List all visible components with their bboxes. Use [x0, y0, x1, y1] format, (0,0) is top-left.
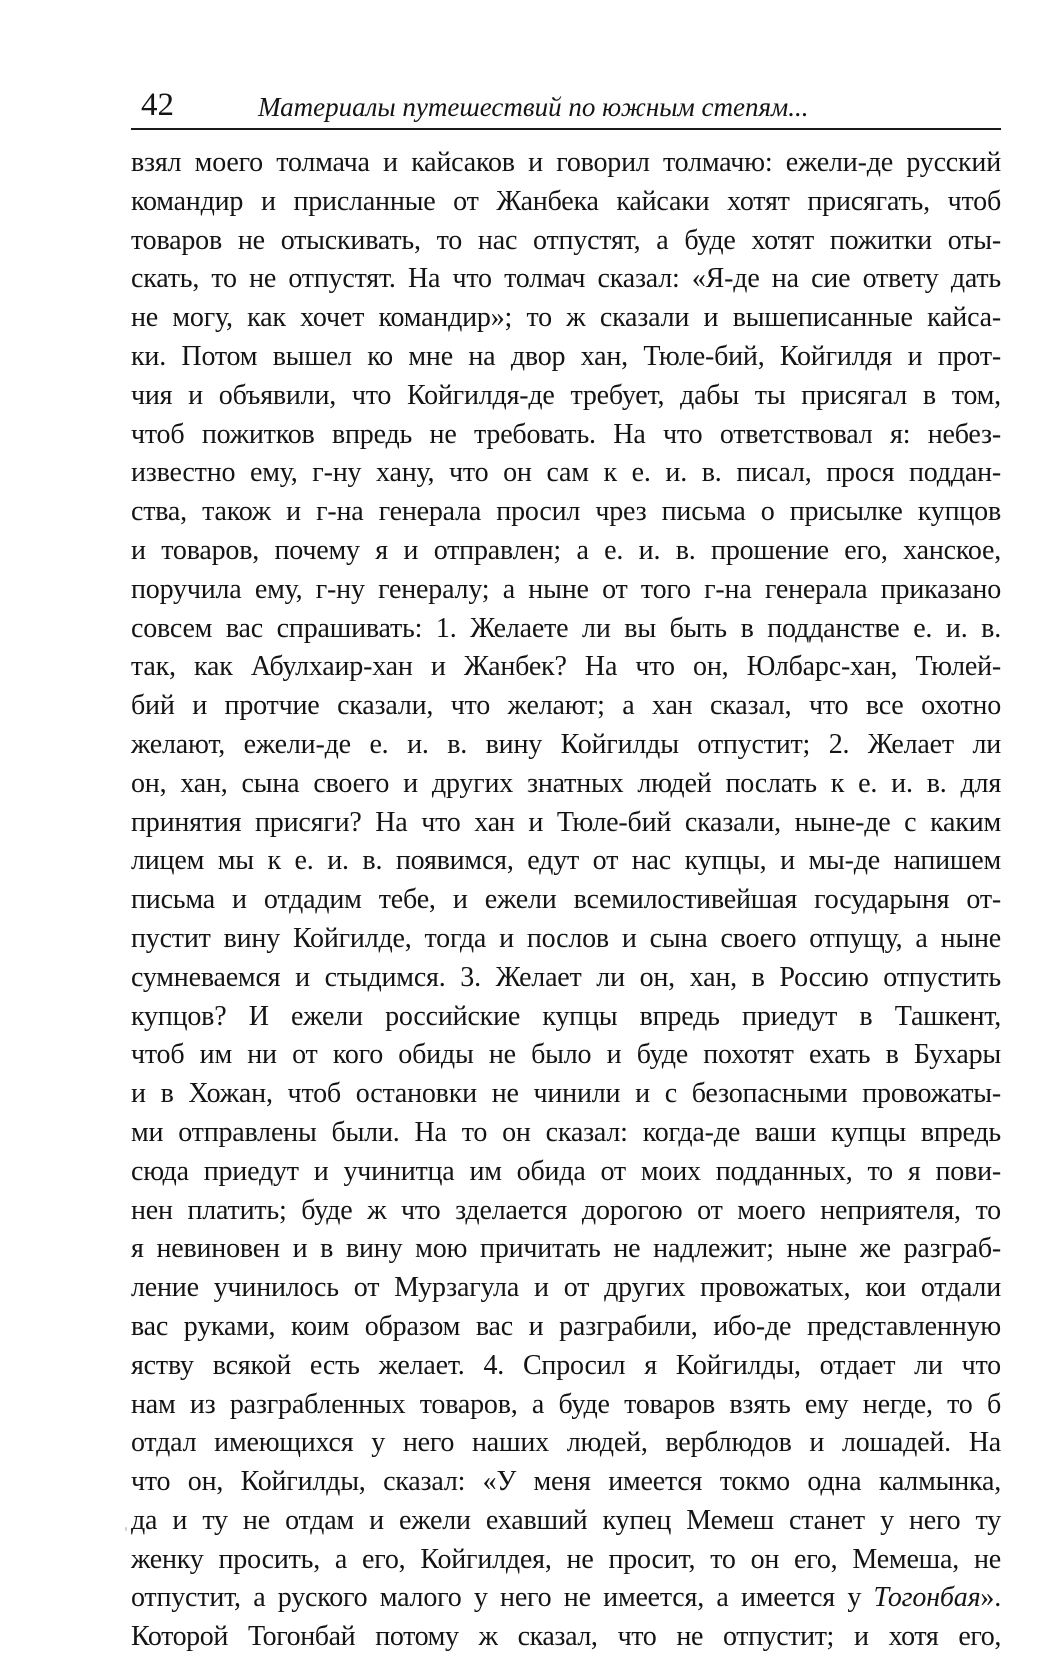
text-line: купцов? И ежели российские купцы впредь приедут в Ташкент,	[131, 1000, 1001, 1032]
text-line: что он, Койгилды, сказал: «У меня имеется токмо одна калмынка,	[131, 1466, 1001, 1498]
text-line: известно ему, г-ну хану, что он сам к е. и. в. писал, прося поддан-	[131, 457, 1001, 489]
text-line: вас руками, коим образом вас и разграбили, ибо-де представленную	[131, 1310, 1001, 1342]
text-line: ление учинилось от Мурзагула и от других провожатых, кои отдали	[131, 1272, 1001, 1304]
text-line: лицем мы к е. и. в. появимся, едут от нас купцы, и мы-де напишем	[131, 845, 1001, 877]
text-line: и в Хожан, чтоб остановки не чинили и с безопасными провожаты-	[131, 1078, 1001, 1110]
text-line: Которой Тогонбай потому ж сказал, что не отпустит; и хотя его,	[131, 1621, 1001, 1653]
text-segment: ».	[980, 1582, 1001, 1614]
text-line: так, как Абулхаир-хан и Жанбек? На что он, Юлбарс-хан, Тюлей-	[131, 651, 1001, 683]
text-line: письма и отдадим тебе, и ежели всемилостивейшая государыня от-	[131, 884, 1001, 916]
text-line: женку просить, а его, Койгилдея, не просит, то он его, Мемеша, не	[131, 1543, 1001, 1575]
text-line: и товаров, почему я и отправлен; а е. и. в. прошение его, ханское,	[131, 534, 1001, 566]
body-text	[131, 144, 1001, 1657]
text-line: ки. Потом вышел ко мне на двор хан, Тюле-бий, Койгилдя и прот-	[131, 340, 1001, 372]
text-line-with-italic	[131, 1579, 1001, 1618]
text-line: чтоб пожитков впредь не требовать. На что ответствовал я: небез-	[131, 418, 1001, 450]
text-line: скать, то не отпустят. На что толмач сказал: «Я-де на сие ответу дать	[131, 263, 1001, 295]
text-line: командир и присланные от Жанбека кайсаки хотят присягать, чтоб	[131, 185, 1001, 217]
text-line: товаров не отыскивать, то нас отпустят, а буде хотят пожитки оты-	[131, 224, 1001, 256]
text-line: сюда приедут и учинитца им обида от моих подданных, то я пови-	[131, 1155, 1001, 1187]
text-line: отдал имеющихся у него наших людей, верблюдов и лошадей. На	[131, 1427, 1001, 1459]
text-line: бий и протчие сказали, что желают; а хан сказал, что все охотно	[131, 690, 1001, 722]
scan-speck	[125, 1527, 127, 1531]
text-line: принятия присяги? На что хан и Тюле-бий сказали, ныне-де с каким	[131, 806, 1001, 838]
text-line: да и ту не отдам и ежели ехавший купец Мемеш станет у него ту	[131, 1504, 1001, 1536]
text-line: чтоб им ни от кого обиды не было и буде похотят ехать в Бухары	[131, 1039, 1001, 1071]
page-number: 42	[141, 87, 174, 123]
text-line: чия и объявили, что Койгилдя-де требует, дабы ты присягал в том,	[131, 379, 1001, 411]
text-line: взял моего толмача и кайсаков и говорил толмачю: ежели-де русский	[131, 147, 1001, 178]
text-line: я невиновен и в вину мою причитать не надлежит; ныне же разграб-	[131, 1233, 1001, 1265]
italic-name: Тогонбая	[873, 1582, 981, 1614]
text-line: нен платить; буде ж что зделается дорогою от моего неприятеля, то	[131, 1194, 1001, 1226]
text-line: пустит вину Койгилде, тогда и послов и сына своего отпущу, а ныне	[131, 922, 1001, 954]
text-line: совсем вас спрашивать: 1. Желаете ли вы быть в подданстве е. и. в.	[131, 612, 1001, 644]
text-line: сумневаемся и стыдимся. 3. Желает ли он, хан, в Россию отпустить	[131, 961, 1001, 993]
text-line: желают, ежели-де е. и. в. вину Койгилды отпустит; 2. Желает ли	[131, 728, 1001, 760]
page-header	[131, 84, 1001, 130]
running-title: Материалы путешествий по южным степям...	[258, 92, 809, 122]
text-line: нам из разграбленных товаров, а буде товаров взять ему негде, то б	[131, 1388, 1001, 1420]
text-line: не могу, как хочет командир»; то ж сказали и вышеписанные кайса-	[131, 302, 1001, 334]
text-line: ства, також и г-на генерала просил чрез письма о присылке купцов	[131, 496, 1001, 528]
text-line: ми отправлены были. На то он сказал: когда-де ваши купцы впредь	[131, 1116, 1001, 1148]
text-line: поручила ему, г-ну генералу; а ныне от того г-на генерала приказано	[131, 573, 1001, 605]
text-segment: отпустит, а руского малого у него не имеется, а имеется у	[131, 1582, 862, 1614]
text-line: яству всякой есть желает. 4. Спросил я Койгилды, отдает ли что	[131, 1349, 1001, 1381]
text-line: он, хан, сына своего и других знатных людей послать к е. и. в. для	[131, 767, 1001, 799]
